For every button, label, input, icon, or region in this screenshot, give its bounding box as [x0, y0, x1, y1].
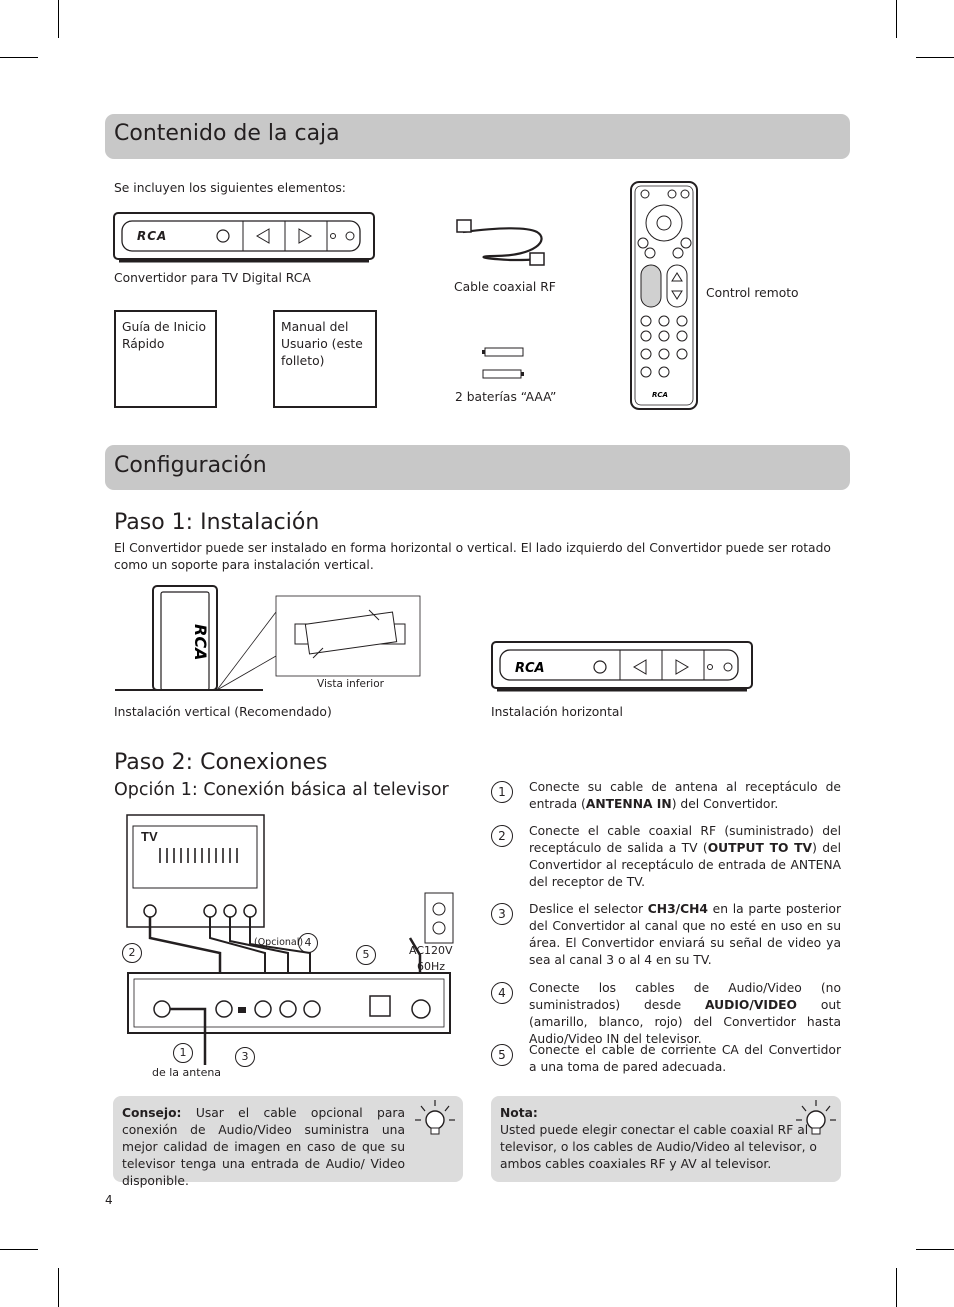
step1-description: El Convertidor puede ser instalado en forma horizontal o vertical. El lado izquierdo del Convertidor puede ser rotado como un soporte para instalación vertical. — [114, 541, 831, 572]
user-manual-booklet — [273, 310, 377, 408]
option1-title: Opción 1: Conexión básica al televisor — [114, 780, 449, 800]
step-bold-term: OUTPUT TO TV — [707, 841, 813, 855]
crop-mark — [0, 57, 38, 58]
remote-label: Control remoto — [706, 286, 799, 300]
tv-label: TV — [141, 829, 158, 844]
tip-label: Consejo: — [122, 1106, 182, 1120]
quick-guide-label: Guía de Inicio Rápido — [122, 320, 207, 351]
horizontal-installation-illustration — [491, 640, 753, 693]
diagram-callout: 4 — [298, 933, 318, 953]
step-text: Deslice el selector CH3/CH4 en la parte posterior del Convertidor al canal que no esté en uso en su área. El Convertidor enviará su señal de video ya sea al canal 3 o al 4 en su TV. — [529, 902, 841, 967]
step-bold-term: AUDIO/VIDEO — [705, 998, 798, 1012]
step-text: Conecte el cable de corriente CA del Convertidor a una toma de pared adecuada. — [529, 1043, 841, 1074]
remote-control-illustration — [630, 181, 698, 410]
crop-mark — [916, 57, 954, 58]
hz-label: 60Hz — [417, 960, 446, 973]
step-text: Conecte el cable coaxial RF (suministrado) del receptáculo de salida a TV (OUTPUT TO TV) del Convertidor al receptáculo de entrada de ANTENA del receptor de TV. — [529, 824, 841, 889]
batteries-illustration — [482, 346, 526, 382]
svg-text:RCA: RCA — [652, 391, 668, 399]
diagram-callout: 5 — [356, 945, 376, 965]
quick-guide-booklet — [114, 310, 217, 408]
diagram-callout: 1 — [173, 1043, 193, 1063]
step-text: Conecte los cables de Audio/Video (no suministrados) desde AUDIO/VIDEO out (amarillo, blanco, rojo) del Convertidor hasta Audio/Video IN del televisor. — [529, 981, 841, 1046]
step-number: 1 — [491, 781, 513, 803]
svg-text:RCA: RCA — [191, 624, 210, 661]
crop-mark — [58, 0, 59, 38]
user-manual-label: Manual del Usuario (este folleto) — [281, 320, 363, 368]
crop-mark — [916, 1249, 954, 1250]
horizontal-installation-label: Instalación horizontal — [491, 705, 623, 719]
step-text: Conecte su cable de antena al receptáculo de entrada (ANTENNA IN) del Convertidor. — [529, 780, 841, 811]
diagram-callout: 2 — [122, 943, 142, 963]
from-antenna-label: de la antena — [152, 1066, 222, 1079]
step-number: 5 — [491, 1044, 513, 1066]
coax-label: Cable coaxial RF — [454, 280, 556, 294]
step1-title: Paso 1: Instalación — [114, 510, 320, 535]
lightbulb-icon — [794, 1098, 838, 1140]
tip-body: Usar el cable opcional para conexión de Audio/Video suministra una mejor calidad de imagen en caso de que su televisor tenga una entrada de Audio/ Video disponible. — [122, 1106, 405, 1188]
coax-cable-illustration — [455, 218, 550, 268]
page-number: 4 — [105, 1193, 113, 1207]
diagram-callout: 3 — [235, 1047, 255, 1067]
step-bold-term: CH3/CH4 — [647, 902, 708, 916]
batteries-label: 2 baterías “AAA” — [455, 390, 557, 404]
contents-intro: Se incluyen los siguientes elementos: — [114, 181, 346, 195]
crop-mark — [58, 1268, 59, 1307]
step-bold-term: ANTENNA IN — [585, 797, 672, 811]
step-number: 4 — [491, 982, 513, 1004]
vertical-installation-label: Instalación vertical (Recomendado) — [114, 705, 332, 719]
power-label: AC120V — [409, 944, 453, 957]
note-label: Nota: — [500, 1106, 538, 1120]
crop-mark — [0, 1249, 38, 1250]
note-text — [500, 1105, 820, 1173]
tip-text — [122, 1105, 405, 1190]
lightbulb-icon — [413, 1098, 457, 1140]
section-title-setup: Configuración — [114, 453, 267, 478]
crop-mark — [896, 1268, 897, 1307]
rca-logo: RCA — [137, 229, 168, 243]
step2-title: Paso 2: Conexiones — [114, 750, 328, 775]
bottom-view-label: Vista inferior — [317, 678, 384, 690]
section-title-box-contents: Contenido de la caja — [114, 121, 340, 146]
svg-text:RCA: RCA — [515, 661, 545, 676]
crop-mark — [896, 0, 897, 38]
step-number: 3 — [491, 903, 513, 925]
note-body: Usted puede elegir conectar el cable coaxial RF al televisor, o los cables de Audio/Video al televisor, o ambos cables coaxiales RF y AV al televisor. — [500, 1123, 817, 1171]
converter-label: Convertidor para TV Digital RCA — [114, 271, 311, 285]
optional-label: (Opcional) — [254, 937, 304, 948]
step-number: 2 — [491, 825, 513, 847]
